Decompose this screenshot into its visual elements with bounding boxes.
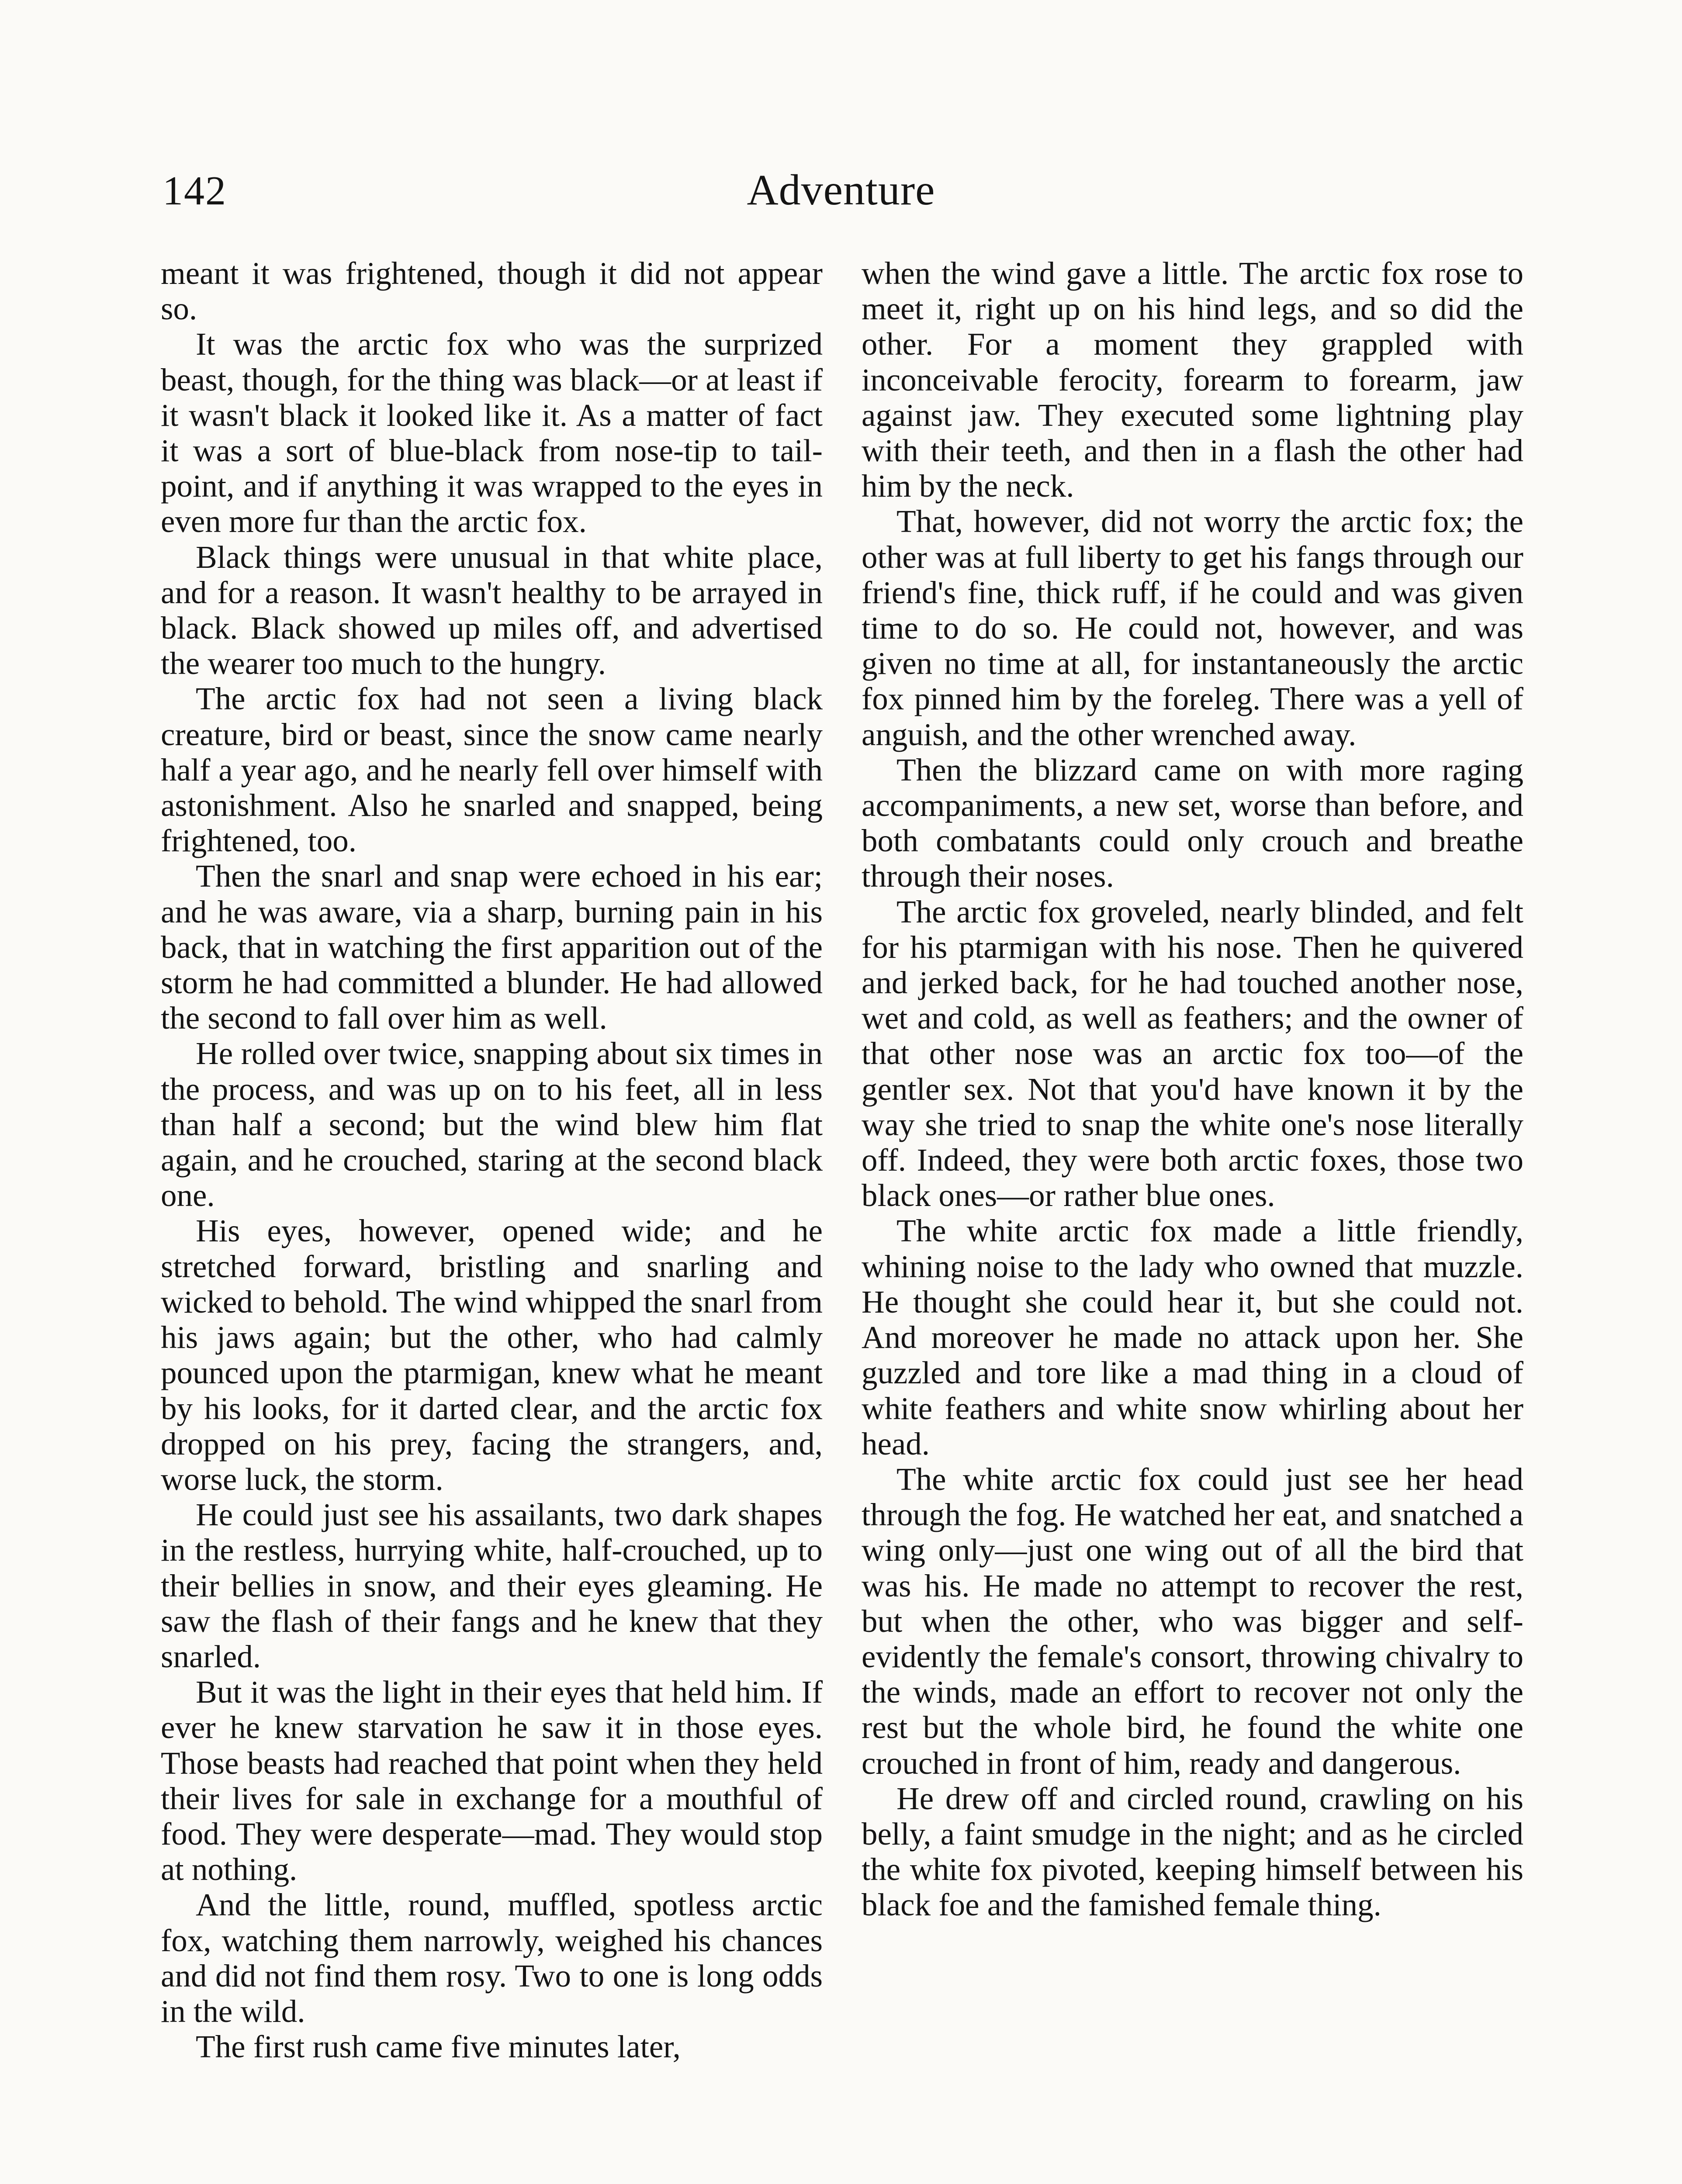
paragraph: He rolled over twice, snapping about six times in the process, and was up on to his feet, all in less than half a second; but the wind blew him flat again, and he crouched, staring at the second black one.: [161, 1036, 823, 1213]
paragraph: That, however, did not worry the arctic fox; the other was at full liberty to get his fangs through our friend's fine, thick ruff, if he could and was given time to do so. He could not, however, and was given no time at all, for instantaneously the arctic fox pinned him by the foreleg. There was a yell of anguish, and the other wrenched away.: [862, 504, 1523, 752]
paragraph: And the little, round, muffled, spotless arctic fox, watching them narrowly, weighed his chances and did not find them rosy. Two to one is long odds in the wild.: [161, 1887, 823, 2029]
paragraph: The white arctic fox made a little friendly, whining noise to the lady who owned that muzzle. He thought she could hear it, but she could not. And moreover he made no attack upon her. She guzzled and tore like a mad thing in a cloud of white feathers and white snow whirling about her head.: [862, 1213, 1523, 1462]
paragraph: He drew off and circled round, crawling on his belly, a faint smudge in the night; and as he circled the white fox pivoted, keeping himself between his black foe and the famished female thing.: [862, 1780, 1523, 1923]
paragraph: The arctic fox groveled, nearly blinded, and felt for his ptarmigan with his nose. Then he quivered and jerked back, for he had touched another nose, wet and cold, as well as feathers; and the owner of that other nose was an arctic fox too—of the gentler sex. Not that you'd have known it by the way she tried to snap the white one's nose literally off. Indeed, they were both arctic foxes, those two black ones—or rather blue ones.: [862, 894, 1523, 1213]
paragraph: The first rush came five minutes later,: [196, 2029, 681, 2065]
left-column: [161, 256, 823, 2064]
running-title: Adventure: [747, 166, 935, 214]
right-column: [862, 256, 1523, 1923]
paragraph: He could just see his assailants, two dark shapes in the restless, hurrying white, half-crouched, up to their bellies in snow, and their eyes gleaming. He saw the flash of their fangs and he knew that they snarled.: [161, 1497, 823, 1674]
paragraph: The arctic fox had not seen a living black creature, bird or beast, since the snow came nearly half a year ago, and he nearly fell over himself with astonishment. Also he snarled and snapped, being frightened, too.: [161, 681, 823, 859]
page-number: 142: [163, 168, 227, 214]
paragraph: meant it was frightened, though it did not appear so.: [161, 256, 823, 327]
paragraph: His eyes, however, opened wide; and he stretched forward, bristling and snarling and wicked to behold. The wind whipped the snarl from his jaws again; but the other, who had calmly pounced upon the ptarmigan, knew what he meant by his looks, for it darted clear, and the arctic fox dropped on his prey, facing the strangers, and, worse luck, the storm.: [161, 1213, 823, 1497]
paragraph: But it was the light in their eyes that held him. If ever he knew starvation he saw it in those eyes. Those beasts had reached that point when they held their lives for sale in exchange for a mouthful of food. They were desperate—mad. They would stop at nothing.: [161, 1674, 823, 1887]
paragraph: when the wind gave a little. The arctic fox rose to meet it, right up on his hind legs, and so did the other. For a moment they grappled with inconceivable ferocity, forearm to forearm, jaw against jaw. They executed some lightning play with their teeth, and then in a flash the other had him by the neck.: [862, 256, 1523, 504]
paragraph: Then the blizzard came on with more raging accompaniments, a new set, worse than before, and both combatants could only crouch and breathe through their noses.: [862, 752, 1523, 894]
paragraph: The white arctic fox could just see her head through the fog. He watched her eat, and snatched a wing only—just one wing out of all the bird that was his. He made no attempt to recover the rest, but when the other, who was bigger and self-evidently the female's consort, throwing chivalry to the winds, made an effort to recover not only the rest but the whole bird, he found the white one crouched in front of him, ready and dangerous.: [862, 1461, 1523, 1781]
paragraph: Black things were unusual in that white place, and for a reason. It wasn't healthy to be arrayed in black. Black showed up miles off, and advertised the wearer too much to the hungry.: [161, 539, 823, 681]
paragraph: It was the arctic fox who was the surprized beast, though, for the thing was black—or at least if it wasn't black it looked like it. As a matter of fact it was a sort of blue-black from nose-tip to tail-point, and if anything it was wrapped to the eyes in even more fur than the arctic fox.: [161, 326, 823, 539]
paragraph: Then the snarl and snap were echoed in his ear; and he was aware, via a sharp, burning pain in his back, that in watching the first apparition out of the storm he had committed a blunder. He had allowed the second to fall over him as well.: [161, 858, 823, 1036]
